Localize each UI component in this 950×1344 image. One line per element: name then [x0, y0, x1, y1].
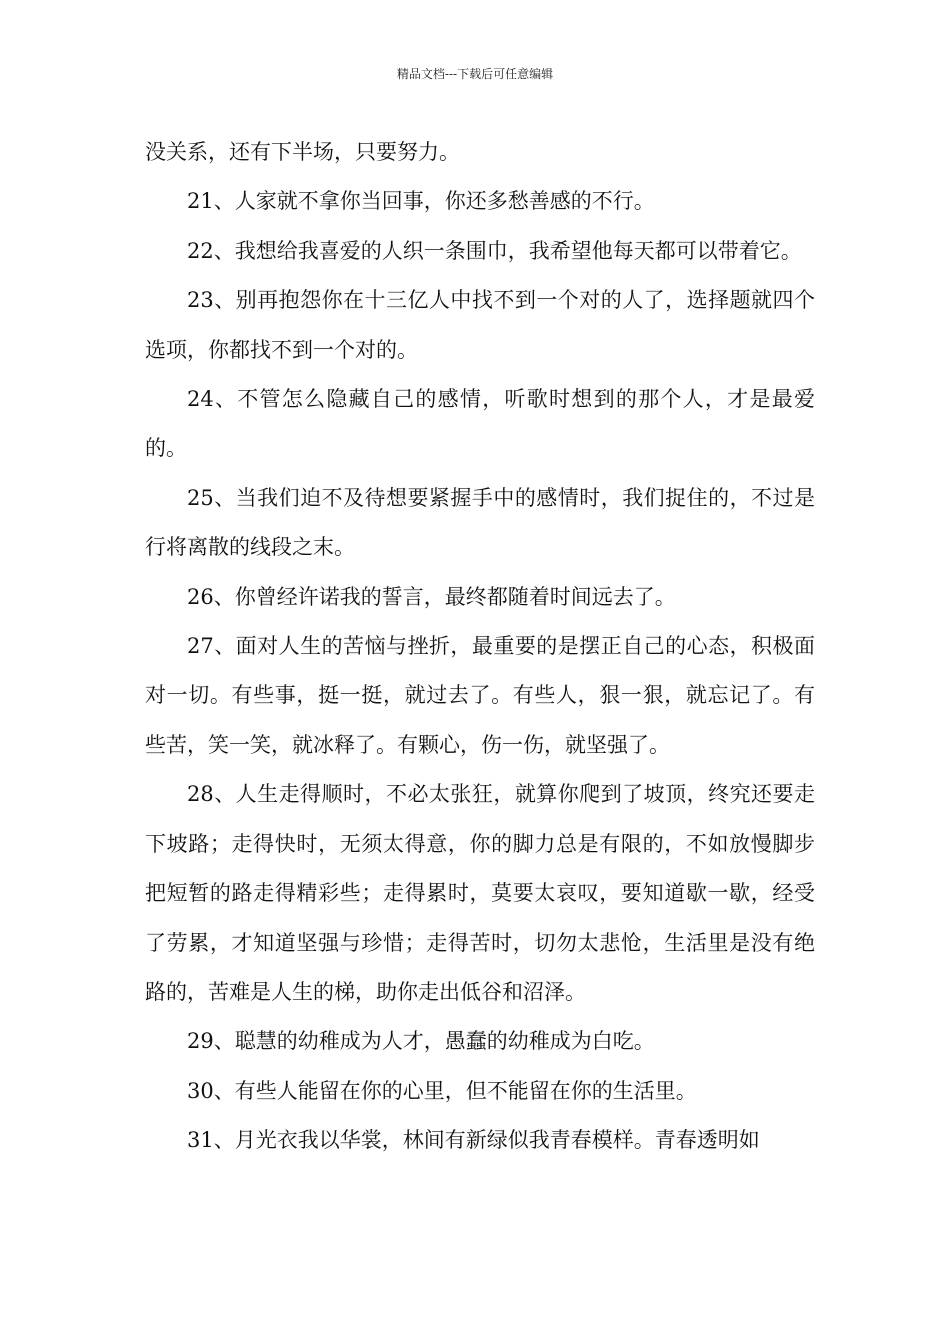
paragraph-28: 28、人生走得顺时，不必太张狂，就算你爬到了坡顶，终究还要走下坡路；走得快时，无须太得意，你的脚力总是有限的，不如放慢脚步把短暂的路走得精彩些；走得累时，莫要太哀叹，要知道歇一歇，经受了劳累，才知道坚强与珍惜；走得苦时，切勿太悲怆，生活里是没有绝路的，苦难是人生的梯，助你走出低谷和沼泽。	[145, 782, 815, 1004]
paragraph-23: 23、别再抱怨你在十三亿人中找不到一个对的人了，选择题就四个选项，你都找不到一个对的。	[145, 288, 815, 362]
paragraph-31: 31、月光衣我以华裳，林间有新绿似我青春模样。青春透明如	[187, 1128, 760, 1153]
paragraph-21: 21、人家就不拿你当回事，你还多愁善感的不行。	[187, 189, 655, 214]
paragraph-30: 30、有些人能留在你的心里，但不能留在你的生活里。	[187, 1078, 697, 1103]
paragraph-27: 27、面对人生的苦恼与挫折，最重要的是摆正自己的心态，积极面对一切。有些事，挺一挺，就过去了。有些人，狠一狠，就忘记了。有些苦，笑一笑，就冰释了。有颗心，伤一伤，就坚强了。	[145, 634, 815, 757]
document-body	[145, 128, 815, 1166]
paragraph-22: 22、我想给我喜爱的人织一条围巾，我希望他每天都可以带着它。	[187, 238, 802, 263]
paragraph-29: 29、聪慧的幼稚成为人才，愚蠢的幼稚成为白吃。	[187, 1029, 655, 1054]
paragraph-26: 26、你曾经许诺我的誓言，最终都随着时间远去了。	[187, 584, 676, 609]
paragraph-continuation: 没关系，还有下半场，只要努力。	[145, 140, 460, 164]
paragraph-24: 24、不管怎么隐藏自己的感情，听歌时想到的那个人，才是最爱的。	[145, 387, 815, 461]
paragraph-25: 25、当我们迫不及待想要紧握手中的感情时，我们捉住的，不过是行将离散的线段之末。	[145, 485, 815, 560]
page-header: 精品文档---下载后可任意编辑	[396, 67, 554, 81]
